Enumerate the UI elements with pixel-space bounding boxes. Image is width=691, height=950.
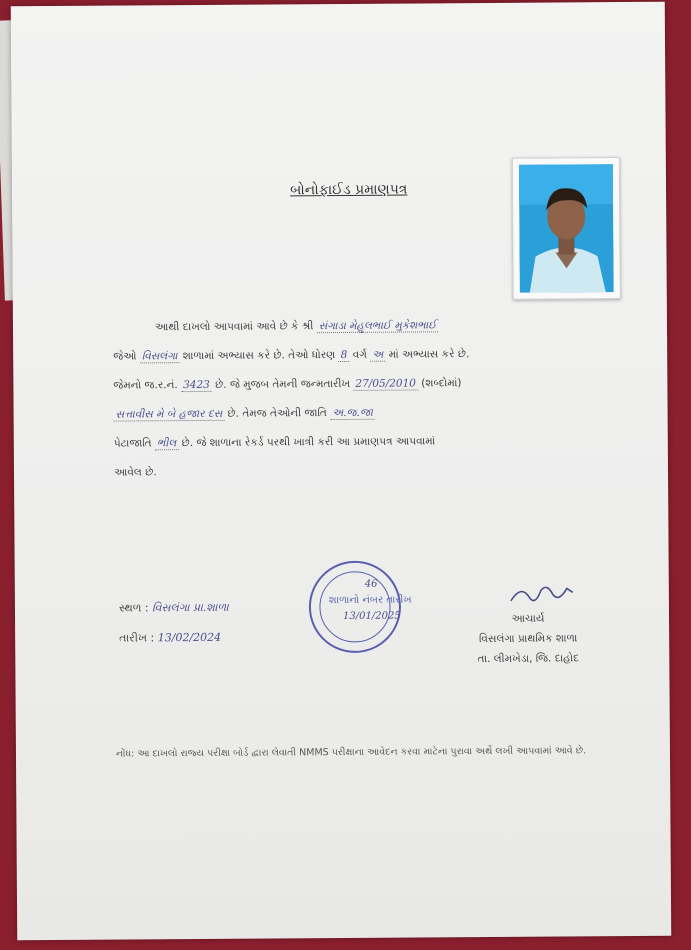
school-stamp — [305, 556, 416, 657]
stamp-number: 46 — [364, 578, 378, 590]
birth-date-field: 27/05/2010 — [353, 377, 418, 390]
principal-signature — [507, 580, 577, 608]
body-line-5: પેટાજાતિ ભીલ છે. જે શાળાના રેકર્ડ પરથી ખાત્રી કરી આ પ્રમાણપત્ર આપવામાં — [113, 435, 436, 450]
caste-field: અ.જ.જા — [330, 407, 375, 420]
certificate-paper — [11, 2, 672, 941]
student-name-field: સંગાડા મેહુલભાઈ મુકેશભાઈ — [317, 319, 439, 333]
student-photo — [512, 157, 621, 300]
certificate-body — [113, 310, 634, 488]
register-number-field: 3423 — [181, 379, 212, 392]
date-value: 13/02/2024 — [157, 630, 222, 645]
signature-block — [463, 608, 593, 669]
body-line-3: જેમનો જ.ર.નં. 3423 છે. જે મુજબ તેમની જન્મતારીખ 27/05/2010 (શબ્દોમાં) — [113, 377, 462, 392]
place-value: વિસલંગા પ્રા.શાળા — [152, 600, 229, 615]
stamp-text: શાળાનો નંબર તારીખ — [328, 594, 412, 607]
body-line-1: આથી દાખલો આપવામાં આવે છે કે શ્રી સંગાડા મેહુલભાઈ મુકેશભાઈ — [113, 310, 633, 343]
footnote: નોંધ: આ દાખલો રાજ્ય પરીક્ષા બોર્ડ દ્વારા લેવાતી NMMS પરીક્ષાના આવેદન કરવા માટેના પુરાવા અર્થે લખી આપવામાં આવે છે. — [115, 745, 587, 760]
birth-date-words-field: સત્તાવીસ મે બે હજાર દસ — [114, 408, 225, 422]
place-date-block — [119, 593, 229, 654]
sub-caste-field: ભીલ — [155, 437, 178, 450]
body-line-4: સત્તાવીસ મે બે હજાર દસ છે. તેમજ તેઓની જાતિ અ.જ.જા — [114, 397, 634, 430]
standard-field: 8 — [339, 349, 350, 362]
stamp-date: 13/01/2025 — [342, 610, 401, 622]
division-field: અ — [370, 349, 385, 362]
date-row: તારીખ : 13/02/2024 — [119, 630, 222, 645]
sign-district: તા. લીમખેડા, જિ. દાહોદ — [477, 652, 580, 666]
body-line-2: જેઓ વિસલંગા શાળામાં અભ્યાસ કરે છે. તેઓ ધોરણ 8 વર્ગ અ માં અભ્યાસ કરે છે. — [113, 348, 470, 363]
school-name-field: વિસલંગા — [140, 350, 180, 363]
place-row: સ્થળ : વિસલંગા પ્રા.શાળા — [118, 600, 229, 615]
sign-school: વિસલંગા પ્રાથમિક શાળા — [478, 632, 578, 646]
sign-title: આચાર્ય — [511, 612, 545, 625]
certificate-title: બોનોફાઈડ પ્રમાણપત્ર — [289, 181, 408, 199]
body-line-6: આવેલ છે. — [113, 466, 157, 479]
